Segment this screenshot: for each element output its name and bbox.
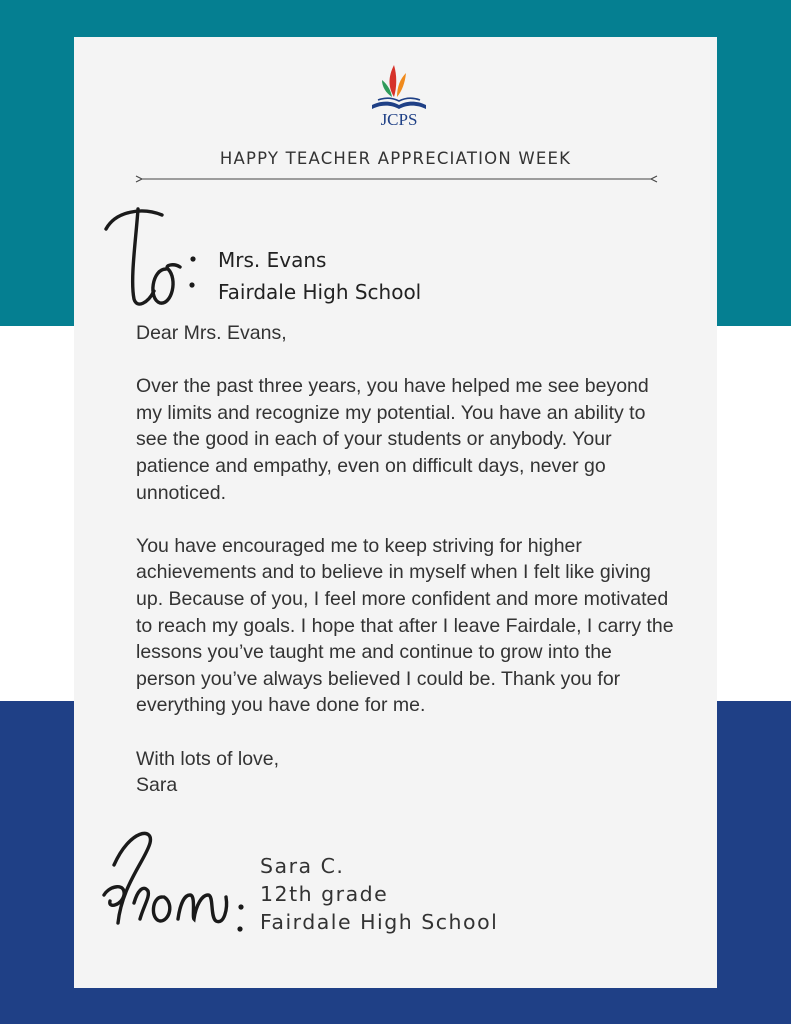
letter-paragraph: Over the past three years, you have helped me see beyond my limits and recognize my potential. You have an ability to see the good in each of your students or anybody. Your patience and empathy, even on difficult days, never go unnoticed. [136, 375, 649, 504]
letter-card [74, 37, 717, 988]
banner-title: HAPPY TEACHER APPRECIATION WEEK [219, 149, 572, 168]
recipient-block [218, 244, 421, 308]
to-script-lettering [102, 199, 202, 317]
letter-signature: Sara [136, 774, 178, 797]
letter-closing: With lots of love, [136, 747, 280, 770]
letter-paragraph: You have encouraged me to keep striving for higher achievements and to believe in myself when I felt like giving up. Because of you, I feel more confident and more motivated to reach my goals. I hope that after I leave Fairdale, I carry the lessons you’ve taught me and continue to grow into the person you’ve always believed I could be. Thank you for everything you have done for me. [136, 534, 674, 717]
from-script-lettering [100, 825, 250, 945]
letter-body [136, 320, 676, 799]
recipient-school: Fairdale High School [218, 280, 422, 304]
sender-school: Fairdale High School [260, 910, 499, 934]
sender-block [260, 852, 498, 936]
svg-text:JCPS: JCPS [380, 110, 418, 129]
jcps-logo [364, 63, 434, 129]
letter-greeting: Dear Mrs. Evans, [136, 322, 287, 344]
sender-name: Sara C. [260, 854, 345, 878]
recipient-name: Mrs. Evans [218, 248, 327, 272]
sender-grade: 12th grade [260, 882, 389, 906]
decorative-divider [134, 171, 659, 187]
